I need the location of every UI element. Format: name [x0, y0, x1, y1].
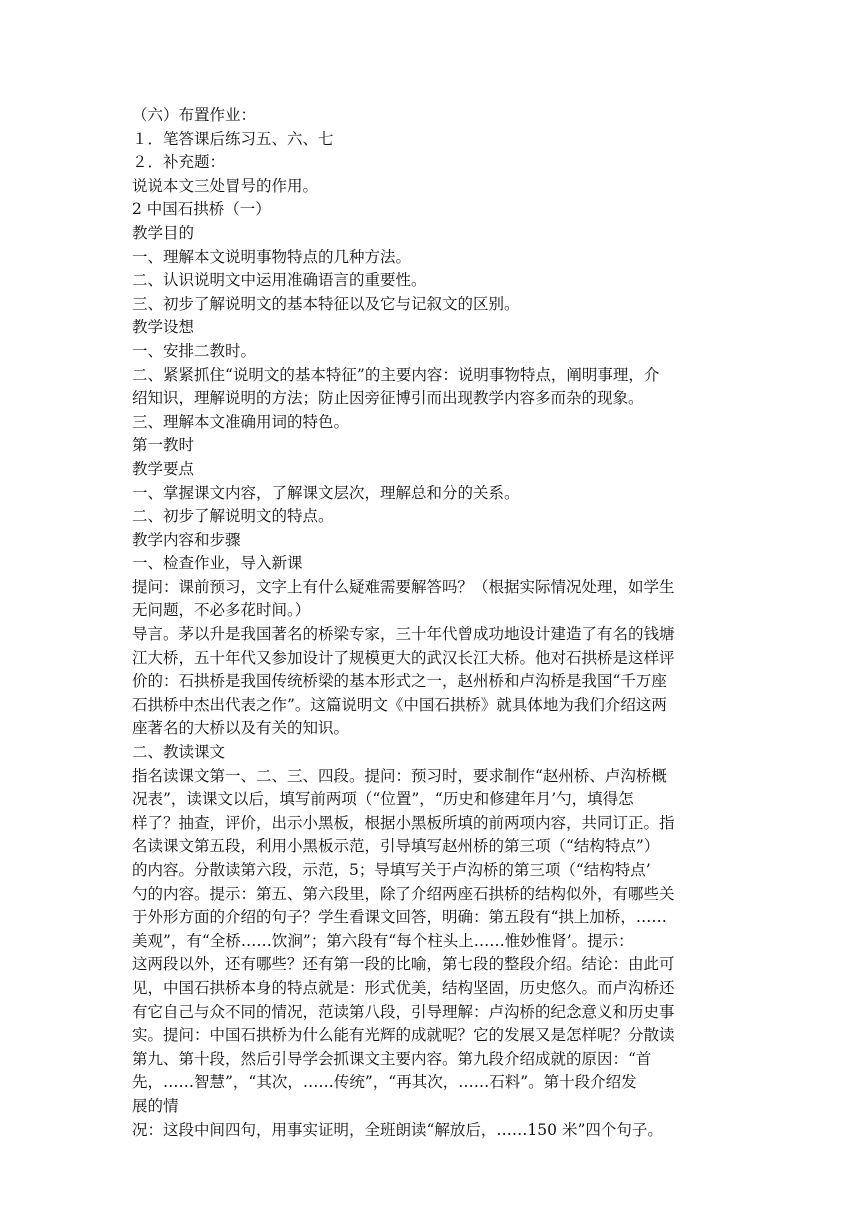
- text-line: 一、检查作业，导入新课: [132, 554, 303, 573]
- text-line: 名读课文第五段，利用小黑板示范，引导填写赵州桥的第三项（“结构特点”）: [132, 837, 660, 856]
- text-line: 三、初步了解说明文的基本特征以及它与记叙文的区别。: [132, 294, 520, 313]
- text-line: 座著名的大桥以及有关的知识。: [132, 719, 350, 738]
- text-line: 一、安排二教时。: [132, 341, 257, 360]
- text-line: 见，中国石拱桥本身的特点就是：形式优美，结构坚固，历史悠久。而卢沟桥还: [132, 978, 675, 997]
- text-line: 况：这段中间四句，用事实证明，全班朗读“解放后，……150 米”四个句子。: [132, 1120, 663, 1139]
- text-line: 三、理解本文准确用词的特色。: [132, 412, 350, 431]
- text-line: 石拱桥中杰出代表之作”。这篇说明文《中国石拱桥》就具体地为我们介绍这两: [132, 695, 667, 714]
- text-line: 价的：石拱桥是我国传统桥梁的基本形式之一，赵州桥和卢沟桥是我国“千万座: [132, 672, 667, 691]
- text-line: 导言。茅以升是我国著名的桥梁专家，三十年代曾成功地设计建造了有名的钱塘: [132, 625, 675, 644]
- text-line: 江大桥，五十年代又参加设计了规模更大的武汉长江大桥。他对石拱桥是这样评: [132, 648, 675, 667]
- text-line: 说说本文三处冒号的作用。: [132, 176, 319, 195]
- text-line: 第九、第十段，然后引导学会抓课文主要内容。第九段介绍成就的原因：“首: [132, 1049, 652, 1068]
- lesson-title: 2 中国石拱桥（一）: [132, 200, 271, 219]
- text-line: 一、掌握课文内容，了解课文层次，理解总和分的关系。: [132, 483, 520, 502]
- text-line: 无问题，不必多花时间。）: [132, 601, 311, 620]
- text-line: 指名读课文第一、二、三、四段。提问：预习时，要求制作“赵州桥、卢沟桥概: [132, 766, 667, 785]
- text-line: 绍知识，理解说明的方法；防止因旁征博引而出现教学内容多而杂的现象。: [132, 389, 644, 408]
- section-heading: 教学目的: [132, 223, 195, 242]
- text-line: 二、初步了解说明文的特点。: [132, 507, 334, 526]
- text-line: 二、紧紧抓住“说明文的基本特征”的主要内容：说明事物特点，阐明事理，介: [132, 365, 660, 384]
- text-line: （六）布置作业：: [132, 106, 257, 124]
- section-heading: 第一教时: [132, 436, 195, 455]
- text-line: 二、教读课文: [132, 743, 226, 762]
- text-line: 美观”，有“全桥……饮涧”；第六段有“每个柱头上……惟妙惟肾’。提示：: [132, 931, 634, 950]
- document-body: [132, 104, 732, 1142]
- text-line: 先，……智慧”，“其次，……传统”，“再其次，……石料”。第十段介绍发: [132, 1073, 637, 1092]
- section-heading: 教学内容和步骤: [132, 530, 241, 549]
- text-line: 的内容。分散读第六段，示范，5；导填写关于卢沟桥的第三项（“结构特点’: [132, 861, 651, 879]
- section-heading: 教学要点: [132, 459, 195, 478]
- text-line: 有它自己与众不同的情况，范读第八段，引导理解：卢沟桥的纪念意义和历史事: [132, 1002, 675, 1021]
- text-line: 展的情: [132, 1096, 179, 1115]
- text-line: 实。提问：中国石拱桥为什么能有光辉的成就呢？它的发展又是怎样呢？分散读: [132, 1026, 675, 1045]
- text-line: 二、认识说明文中运用准确语言的重要性。: [132, 271, 427, 290]
- text-line: 提问：课前预习，文字上有什么疑难需要解答吗？（根据实际情况处理，如学生: [132, 577, 675, 596]
- text-line: 况表”，读课文以后，填写前两项（“位置”，“历史和修建年月’勺，填得怎: [132, 790, 634, 809]
- text-line: 勺的内容。提示：第五、第六段里，除了介绍两座石拱桥的结构似外，有哪些关: [132, 884, 675, 903]
- section-heading: 教学设想: [132, 318, 195, 337]
- text-line: １．笔答课后练习五、六、七: [132, 129, 334, 148]
- text-line: 于外形方面的介绍的句子？学生看课文回答，明确：第五段有“拱上加桥，……: [132, 908, 667, 927]
- text-line: 样了？抽查，评价，出示小黑板，根据小黑板所填的前两项内容，共同订正。指: [132, 813, 675, 832]
- text-line: 这两段以外，还有哪些？还有第一段的比喻，第七段的整段介绍。结论：由此可: [132, 955, 675, 974]
- text-line: 一、理解本文说明事物特点的几种方法。: [132, 247, 412, 266]
- text-line: ２．补充题：: [132, 153, 226, 172]
